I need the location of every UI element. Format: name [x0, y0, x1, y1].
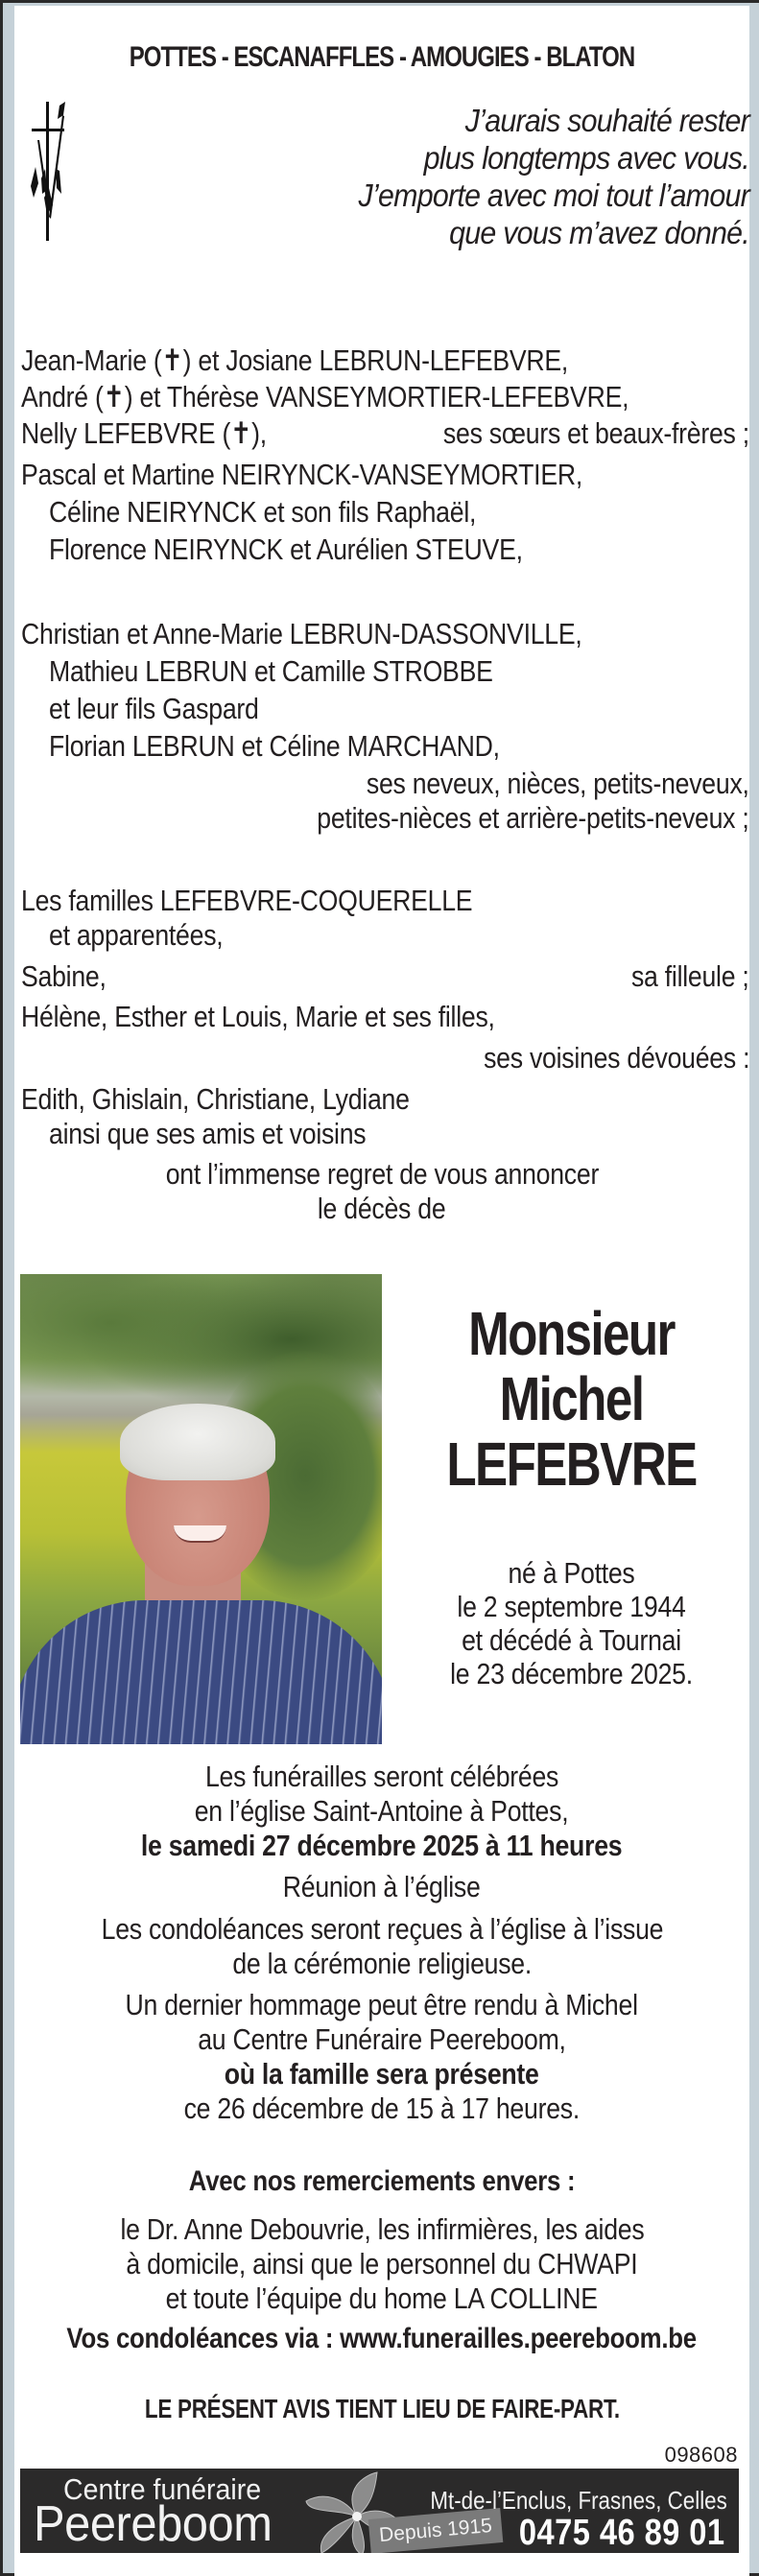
cross-with-wheat-icon [28, 102, 70, 241]
thanks-line: et toute l’équipe du home LA COLLINE [165, 2281, 599, 2315]
header-locations: POTTES - ESCANAFFLES - AMOUGIES - BLATON [129, 41, 635, 73]
banner-phone[interactable]: 0475 46 89 01 [519, 2513, 725, 2553]
funeral-line: ce 26 décembre de 15 à 17 heures. [183, 2092, 581, 2125]
family-line: et leur fils Gaspard [49, 692, 259, 725]
condolences-link[interactable]: Vos condoléances via : www.funerailles.peereboom.be [66, 2323, 698, 2354]
family-line: Christian et Anne-Marie LEBRUN-DASSONVILLE, [21, 617, 582, 650]
family-line: et apparentées, [49, 918, 224, 952]
family-role: ses sœurs et beaux-frères ; [443, 416, 749, 450]
deceased-first-name: Michel [499, 1364, 644, 1433]
obituary-notice [14, 6, 749, 2576]
family-line: Nelly LEFEBVRE (✝), [21, 416, 267, 450]
thanks-line: à domicile, ainsi que le personnel du CHWAPI [126, 2247, 638, 2281]
funeral-home-banner [20, 2469, 739, 2553]
family-line: Céline NEIRYNCK et son fils Raphaël, [49, 495, 477, 529]
banner-line1: Centre funéraire [63, 2472, 262, 2506]
family-line: Jean-Marie (✝) et Josiane LEBRUN-LEFEBVRE, [21, 343, 569, 377]
announcement-line: le décès de [318, 1192, 446, 1225]
announcement-line: ont l’immense regret de vous annoncer [165, 1157, 599, 1191]
funeral-line: Réunion à l’église [283, 1870, 481, 1903]
family-line: André (✝) et Thérèse VANSEYMORTIER-LEFEBVRE, [21, 380, 629, 414]
family-line: Florian LEBRUN et Céline MARCHAND, [49, 729, 500, 763]
date-line: le 23 décembre 2025. [450, 1657, 693, 1690]
family-line: Edith, Ghislain, Christiane, Lydiane [21, 1082, 410, 1116]
thanks-heading: Avec nos remerciements envers : [188, 2165, 576, 2197]
funeral-line: Les funérailles seront célébrées [204, 1760, 559, 1793]
family-role: ses neveux, nièces, petits-neveux, [367, 767, 749, 800]
date-line: né à Pottes [508, 1556, 635, 1590]
family-line: Les familles LEFEBVRE-COQUERELLE [21, 884, 473, 917]
family-role: ses voisines dévouées : [483, 1041, 749, 1075]
banner-locations: Mt-de-l’Enclus, Frasnes, Celles [430, 2486, 727, 2515]
family-role: petites-nièces et arrière-petits-neveux ; [317, 801, 749, 835]
family-line: Pascal et Martine NEIRYNCK-VANSEYMORTIER, [21, 458, 583, 491]
reference-number: 098608 [664, 2443, 738, 2467]
quote-line: que vous m’avez donné. [449, 215, 749, 250]
deceased-title: Monsieur [468, 1299, 675, 1368]
quote [212, 102, 749, 251]
quote-line: plus longtemps avec vous. [423, 140, 749, 176]
family-line: Mathieu LEBRUN et Camille STROBBE [49, 654, 493, 688]
quote-line: J’emporte avec moi tout l’amour [358, 177, 749, 213]
since-tag: Depuis 1915 [368, 2508, 504, 2553]
date-line: le 2 septembre 1944 [457, 1590, 686, 1623]
quote-line: J’aurais souhaité rester [464, 103, 749, 138]
family-role: sa filleule ; [631, 959, 749, 993]
date-line: et décédé à Tournai [462, 1623, 681, 1657]
funeral-line: en l’église Saint-Antoine à Pottes, [195, 1794, 569, 1828]
banner-brand: Peereboom [34, 2496, 273, 2552]
deceased-name [393, 1301, 749, 1497]
funeral-line: Un dernier hommage peut être rendu à Michel [125, 1988, 639, 2021]
funeral-line: Les condoléances seront reçues à l’église à l’issue [101, 1912, 663, 1946]
funeral-line: de la cérémonie religieuse. [232, 1947, 532, 1980]
portrait-photo [20, 1274, 382, 1744]
deceased-dates [393, 1556, 749, 1690]
family-line: Hélène, Esther et Louis, Marie et ses filles, [21, 1000, 495, 1033]
funeral-family-present: où la famille sera présente [225, 2057, 539, 2091]
funeral-line: au Centre Funéraire Peereboom, [198, 2022, 566, 2056]
family-line: Sabine, [21, 959, 107, 993]
notice-faire-part: LE PRÉSENT AVIS TIENT LIEU DE FAIRE-PART. [144, 2394, 620, 2423]
funeral-date: le samedi 27 décembre 2025 à 11 heures [141, 1829, 623, 1862]
family-line: ainsi que ses amis et voisins [49, 1117, 367, 1150]
deceased-last-name: LEFEBVRE [446, 1430, 697, 1499]
family-line: Florence NEIRYNCK et Aurélien STEUVE, [49, 532, 523, 566]
thanks-line: le Dr. Anne Debouvrie, les infirmières, les aides [119, 2212, 644, 2246]
